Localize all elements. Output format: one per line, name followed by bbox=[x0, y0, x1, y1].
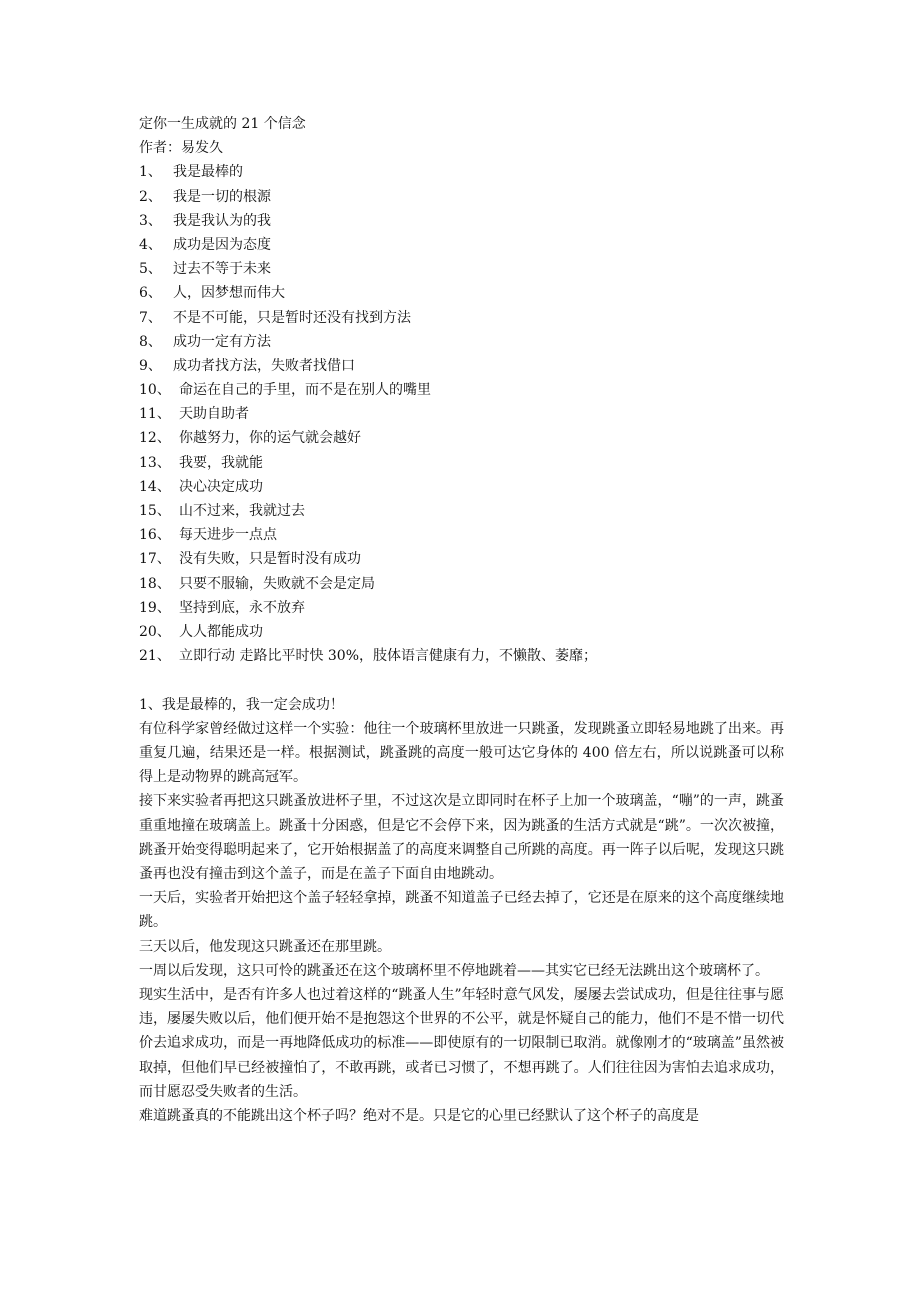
belief-number: 9、 bbox=[139, 357, 162, 374]
belief-item bbox=[139, 451, 789, 475]
belief-text: 命运在自己的手里，而不是在别人的嘴里 bbox=[179, 382, 431, 399]
paragraph: 一周以后发现，这只可怜的跳蚤还在这个玻璃杯里不停地跳着——其实它已经无法跳出这个玻璃杯了。 bbox=[139, 962, 769, 979]
paragraph: 有位科学家曾经做过这样一个实验：他往一个玻璃杯里放进一只跳蚤，发现跳蚤立即轻易地跳了出来。再重复几遍，结果还是一样。根据测试，跳蚤跳的高度一般可达它身体的 400 倍左右，所以说跳蚤可以称得上是动物界的跳高冠军。 bbox=[139, 720, 784, 786]
belief-number: 7、 bbox=[139, 309, 162, 326]
section-heading: 1、我是最棒的，我一定会成功！ bbox=[139, 696, 344, 713]
belief-item bbox=[139, 644, 789, 668]
belief-number: 19、 bbox=[139, 599, 171, 616]
belief-text: 我是我认为的我 bbox=[173, 212, 271, 229]
belief-number: 5、 bbox=[139, 261, 162, 278]
belief-item bbox=[139, 523, 789, 547]
document-page bbox=[139, 112, 789, 1128]
belief-text: 立即行动 走路比平时快 30%，肢体语言健康有力，不懒散、萎靡； bbox=[179, 648, 598, 665]
belief-item bbox=[139, 160, 789, 184]
belief-item bbox=[139, 547, 789, 571]
belief-item bbox=[139, 426, 789, 450]
belief-text: 成功是因为态度 bbox=[173, 236, 271, 253]
belief-number: 20、 bbox=[139, 623, 171, 640]
paragraph: 一天后，实验者开始把这个盖子轻轻拿掉，跳蚤不知道盖子已经去掉了，它还是在原来的这个高度继续地跳。 bbox=[139, 890, 784, 931]
belief-number: 11、 bbox=[139, 406, 171, 423]
belief-number: 18、 bbox=[139, 575, 171, 592]
belief-text: 我是一切的根源 bbox=[173, 188, 271, 205]
belief-item bbox=[139, 306, 789, 330]
belief-item bbox=[139, 209, 789, 233]
belief-number: 13、 bbox=[139, 454, 171, 471]
belief-item bbox=[139, 233, 789, 257]
belief-text: 每天进步一点点 bbox=[179, 527, 277, 544]
beliefs-list bbox=[139, 160, 789, 668]
belief-item bbox=[139, 475, 789, 499]
belief-text: 人人都能成功 bbox=[179, 623, 263, 640]
belief-text: 不是不可能，只是暂时还没有找到方法 bbox=[173, 309, 411, 326]
paragraph: 接下来实验者再把这只跳蚤放进杯子里，不过这次是立即同时在杯子上加一个玻璃盖，“嘣”的一声，跳蚤重重地撞在玻璃盖上。跳蚤十分困惑，但是它不会停下来，因为跳蚤的生活方式就是“跳”。一次次被撞，跳蚤开始变得聪明起来了，它开始根据盖了的高度来调整自己所跳的高度。再一阵子以后呢，发现这只跳蚤再也没有撞击到这个盖子，而是在盖子下面自由地跳动。 bbox=[139, 793, 784, 882]
belief-text: 我是最棒的 bbox=[173, 164, 243, 181]
belief-text: 没有失败，只是暂时没有成功 bbox=[179, 551, 361, 568]
belief-number: 6、 bbox=[139, 285, 162, 302]
author-line: 作者：易发久 bbox=[139, 140, 223, 157]
belief-item bbox=[139, 378, 789, 402]
belief-item bbox=[139, 281, 789, 305]
belief-text: 成功一定有方法 bbox=[173, 333, 271, 350]
belief-item bbox=[139, 402, 789, 426]
belief-item bbox=[139, 257, 789, 281]
belief-number: 2、 bbox=[139, 188, 162, 205]
belief-number: 10、 bbox=[139, 382, 171, 399]
belief-number: 15、 bbox=[139, 503, 171, 519]
belief-number: 14、 bbox=[139, 478, 171, 495]
belief-text: 成功者找方法，失败者找借口 bbox=[173, 357, 355, 374]
belief-number: 3、 bbox=[139, 212, 162, 229]
belief-number: 16、 bbox=[139, 527, 171, 544]
belief-text: 决心决定成功 bbox=[179, 478, 263, 495]
belief-item bbox=[139, 185, 789, 209]
belief-number: 12、 bbox=[139, 430, 171, 447]
belief-text: 坚持到底，永不放弃 bbox=[179, 599, 305, 616]
belief-item bbox=[139, 354, 789, 378]
document-title: 定你一生成就的 21 个信念 bbox=[139, 116, 306, 132]
belief-text: 过去不等于未来 bbox=[173, 261, 271, 278]
belief-number: 17、 bbox=[139, 551, 171, 568]
belief-item bbox=[139, 620, 789, 644]
belief-text: 你越努力，你的运气就会越好 bbox=[179, 430, 361, 447]
paragraph: 现实生活中，是否有许多人也过着这样的“跳蚤人生”年轻时意气风发，屡屡去尝试成功，但是往往事与愿违，屡屡失败以后，他们便开始不是抱怨这个世界的不公平，就是怀疑自己的能力，他们不是不惜一切代价去追求成功，而是一再地降低成功的标准——即使原有的一切限制已取消。就像刚才的“玻璃盖”虽然被取掉，但他们早已经被撞怕了，不敢再跳，或者已习惯了，不想再跳了。人们往往因为害怕去追求成功，而甘愿忍受失败者的生活。 bbox=[139, 986, 784, 1100]
paragraph: 三天以后，他发现这只跳蚤还在那里跳。 bbox=[139, 938, 391, 955]
belief-text: 山不过来，我就过去 bbox=[179, 503, 305, 519]
belief-text: 天助自助者 bbox=[179, 406, 249, 423]
blank-line bbox=[139, 668, 789, 692]
belief-text: 人，因梦想而伟大 bbox=[173, 285, 285, 302]
belief-item bbox=[139, 572, 789, 596]
belief-number: 4、 bbox=[139, 236, 162, 253]
paragraph: 难道跳蚤真的不能跳出这个杯子吗？绝对不是。只是它的心里已经默认了这个杯子的高度是 bbox=[139, 1107, 699, 1124]
belief-number: 8、 bbox=[139, 333, 162, 350]
belief-text: 我要，我就能 bbox=[179, 454, 263, 471]
belief-item bbox=[139, 596, 789, 620]
belief-number: 1、 bbox=[139, 164, 162, 181]
belief-item bbox=[139, 330, 789, 354]
belief-text: 只要不服输，失败就不会是定局 bbox=[179, 575, 375, 592]
belief-item bbox=[139, 499, 789, 523]
belief-number: 21、 bbox=[139, 648, 171, 665]
